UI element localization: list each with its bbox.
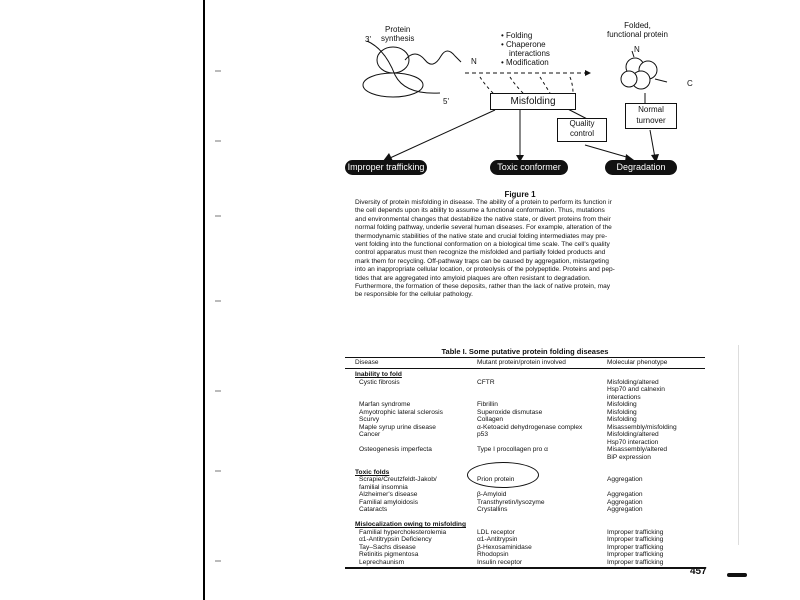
cell-protein: Type I procollagen pro α <box>477 446 548 453</box>
cell-disease: Cystic fibrosis <box>359 378 400 386</box>
label-protein-synthesis: Protein synthesis <box>381 25 415 43</box>
label-interactions: interactions <box>509 49 550 58</box>
label-folding: • Folding <box>501 31 533 40</box>
caption-line: and environmental changes that destabilize the native state, or divert proteins from their <box>355 215 611 223</box>
arrow-qc-to-degradation <box>585 145 630 158</box>
figure-1-diagram <box>345 15 695 185</box>
arrow-turnover-to-degradation <box>650 130 655 158</box>
table-top-rule <box>345 357 705 358</box>
misfold-branch-arrow <box>540 77 550 93</box>
header-molecular-phenotype: Molecular phenotype <box>607 359 668 366</box>
scan-speck <box>215 300 221 302</box>
cell-protein: Insulin receptor <box>477 558 523 566</box>
label-chaperone: • Chaperone <box>501 40 546 49</box>
cell-disease: Toxic folds <box>355 468 390 476</box>
caption-line: tides that are aggregated into amyloid plaques are often resistant to degradation. <box>355 274 591 282</box>
cell-phenotype: Misfolding <box>607 408 637 416</box>
header-mutant-protein: Mutant protein/protein involved <box>477 359 566 366</box>
binding-rule <box>203 0 205 600</box>
cell-disease: Cataracts <box>359 506 388 513</box>
cell-phenotype: Hsp70 and calnexin <box>607 386 665 393</box>
label-folded-functional: Folded, functional protein <box>607 21 668 39</box>
cell-disease: Marfan syndrome <box>359 401 411 408</box>
cell-phenotype: BiP expression <box>607 453 651 461</box>
misfold-branch-arrow <box>510 77 523 93</box>
misfolding-box: Misfolding <box>490 93 576 110</box>
cell-phenotype: Aggregation <box>607 506 643 513</box>
table-1 <box>345 345 705 570</box>
cell-phenotype: Misfolding/altered <box>607 431 659 438</box>
cell-phenotype: Hsp70 interaction <box>607 438 659 446</box>
cell-protein: CFTR <box>477 378 495 386</box>
scan-speck <box>215 470 221 472</box>
cell-protein: β-Amyloid <box>477 491 507 498</box>
caption-line: vent folding into the functional conformation on a biological time scale. The cell's quality <box>355 241 610 249</box>
scan-speck <box>215 70 221 72</box>
cell-protein: Fibrillin <box>477 401 498 408</box>
cell-disease: Scurvy <box>359 416 380 423</box>
cell-protein: p53 <box>477 431 489 438</box>
caption-line: mark them for recycling. Off-pathway traps can be caused by aggregation, mistargeting <box>355 257 609 265</box>
left-blank-panel <box>0 0 203 600</box>
figure-caption-title: Figure 1 <box>504 190 536 199</box>
cell-disease: Osteogenesis imperfecta <box>359 446 432 453</box>
cell-disease: Leprechaunism <box>359 558 405 566</box>
ribosome-small-subunit <box>363 73 423 97</box>
figure-caption <box>355 199 695 300</box>
cell-protein: Crystallins <box>477 506 508 513</box>
folded-protein-lobe <box>621 71 637 87</box>
page-number: 457 <box>690 566 707 577</box>
caption-line: control apparatus must then recognize the misfolded and partially folded products and <box>355 249 606 257</box>
scan-smudge <box>727 573 747 577</box>
scan-speck <box>215 560 221 562</box>
label-modification: • Modification <box>501 58 549 67</box>
cell-phenotype: interactions <box>607 393 641 401</box>
label-c-terminus: C <box>687 79 693 88</box>
cell-disease: Inability to fold <box>355 371 402 378</box>
toxic-conformer-pill: Toxic conformer <box>490 160 568 175</box>
label-five-prime: 5' <box>443 97 449 106</box>
nascent-chain <box>405 51 461 64</box>
cell-phenotype: Improper trafficking <box>607 558 664 566</box>
caption-line: thermodynamic stabilities of the native state and crucial folding intermediates may pre- <box>355 232 608 240</box>
cell-protein: Collagen <box>477 416 504 423</box>
cell-disease: Alzheimer's disease <box>359 491 418 498</box>
cell-phenotype: Misassembly/altered <box>607 446 668 453</box>
cell-disease: Familial hypercholesterolemia <box>359 528 447 536</box>
table-bottom-rule <box>345 567 705 569</box>
cell-phenotype: Improper trafficking <box>607 536 664 543</box>
label-n-terminus-folded: N <box>634 45 640 54</box>
cell-disease: Amyotrophic lateral sclerosis <box>359 408 443 416</box>
caption-line: normal folding pathway, underlie several human diseases. For example, alteration of the <box>355 224 612 232</box>
misfold-branch-arrow <box>570 77 573 93</box>
misfold-branch-arrow <box>480 77 493 93</box>
cell-phenotype: Misfolding <box>607 416 637 423</box>
cell-disease: familial insomnia <box>359 483 408 491</box>
quality-control-box: Quality control <box>557 118 607 142</box>
cell-phenotype: Improper trafficking <box>607 551 664 558</box>
cell-phenotype: Misassembly/misfolding <box>607 423 677 431</box>
cell-phenotype: Improper trafficking <box>607 543 664 551</box>
cell-protein: Transthyretin/lysozyme <box>477 498 545 506</box>
caption-line: be responsible for the cellular pathology. <box>355 291 473 299</box>
cell-disease: Mislocalization owing to misfolding <box>355 521 466 528</box>
cell-disease: α1-Antitrypsin Deficiency <box>359 536 432 543</box>
table-row <box>345 559 705 567</box>
degradation-pill: Degradation <box>605 160 677 175</box>
cell-protein: α-Ketoacid dehydrogenase complex <box>477 423 583 431</box>
arrowhead <box>585 70 591 76</box>
cell-phenotype: Misfolding <box>607 401 637 408</box>
label-three-prime: 3' <box>365 35 371 44</box>
header-disease: Disease <box>355 359 379 366</box>
cell-protein: Superoxide dismutase <box>477 408 543 416</box>
cell-disease: Maple syrup urine disease <box>359 423 436 431</box>
label-n-terminus: N <box>471 57 477 66</box>
cell-protein: β-Hexosaminidase <box>477 543 532 551</box>
table-edge-shadow <box>738 345 739 545</box>
cell-protein: Prion protein <box>477 476 515 483</box>
caption-line: the cell depends upon its ability to assume a functional conformation. Thus, mutations <box>355 207 605 215</box>
cell-disease: Cancer <box>359 431 381 438</box>
caption-line: into an inappropriate cellular location, or proteolysis of the polypeptide. Proteins and pep- <box>355 266 615 274</box>
cell-disease: Retinitis pigmentosa <box>359 551 419 558</box>
scan-speck <box>215 390 221 392</box>
table-title: Table I. Some putative protein folding diseases <box>441 347 609 356</box>
cell-phenotype: Aggregation <box>607 491 643 498</box>
scan-speck <box>215 140 221 142</box>
arrow-to-trafficking <box>390 110 495 158</box>
cell-phenotype: Improper trafficking <box>607 528 664 536</box>
cell-phenotype: Misfolding/altered <box>607 378 659 386</box>
table-header-rule <box>345 368 705 369</box>
cell-phenotype: Aggregation <box>607 498 643 506</box>
caption-line: Furthermore, the formation of these deposits, rather than the lack of native protein, may <box>355 283 611 291</box>
cell-disease: Scrapie/Creutzfeldt-Jakob/ <box>359 476 437 483</box>
cell-protein: α1-Antitrypsin <box>477 536 518 543</box>
cell-phenotype: Aggregation <box>607 476 643 483</box>
cell-disease: Familial amyloidosis <box>359 498 418 506</box>
c-terminus-line <box>655 79 667 82</box>
cell-protein: LDL receptor <box>477 528 515 536</box>
normal-turnover-box: Normal turnover <box>625 103 677 129</box>
caption-line: Diversity of protein misfolding in disease. The ability of a protein to perform its function ir <box>355 199 612 206</box>
cell-disease: Tay–Sachs disease <box>359 543 416 551</box>
scan-speck <box>215 215 221 217</box>
prion-protein-circle <box>467 462 539 488</box>
cell-protein: Rhodopsin <box>477 551 509 558</box>
improper-trafficking-pill: Improper trafficking <box>345 160 427 175</box>
